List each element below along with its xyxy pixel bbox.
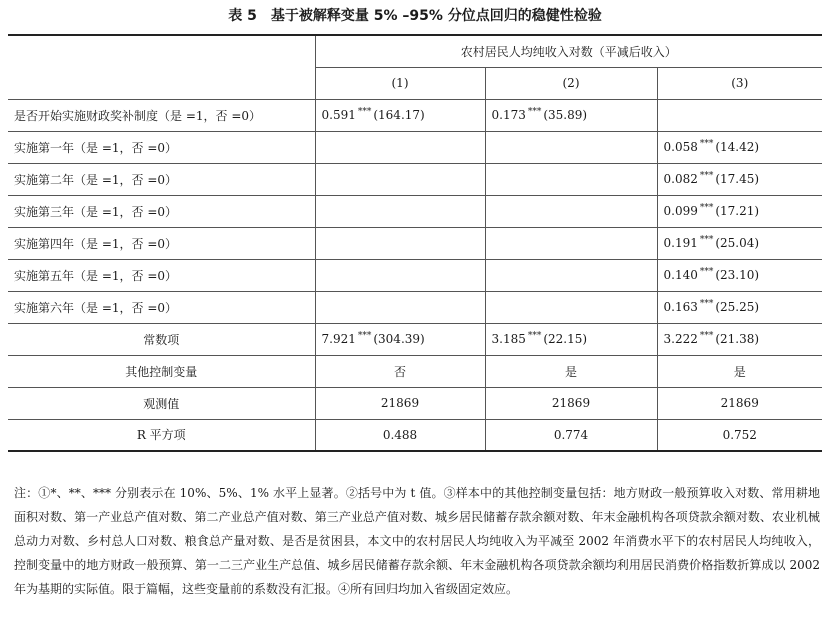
- table-cell: [485, 259, 657, 291]
- coefficient: 0.082: [663, 172, 698, 186]
- table-cell: [315, 99, 485, 131]
- coefficient: 0.140: [663, 268, 698, 282]
- significance-stars: ***: [357, 331, 372, 341]
- coefficient: 0.591: [321, 108, 356, 122]
- significance-stars: ***: [527, 331, 542, 341]
- t-value: (22.15): [543, 332, 588, 346]
- table-cell: [485, 323, 657, 355]
- table-number: 表 5: [228, 8, 257, 24]
- table-row: [8, 227, 822, 259]
- table-cell: [657, 99, 822, 131]
- table-cell: [657, 195, 822, 227]
- table-notes: 注：①*、**、*** 分别表示在 10%、5%、1% 水平上显著。②括号中为 t 值。③样本中的其他控制变量包括：地方财政一般预算收入对数、常用耕地面积对数、第一产业总产值对数、第二产业总产值对数、第三产业总产值对数、城乡居民储蓄存款余额对数、年末金融机构各项贷款余额对数、农业机械总动力对数、乡村总人口对数、粮食总产量对数、是否是贫困县，本文中的农村居民人均纯收入为平减至 2002 年消费水平下的农村居民人均纯收入，控制变量中的地方财政一般预算、第一二三产业生产总值、城乡居民储蓄存款余额、年末金融机构各项贷款余额均利用居民消费价格指数折算成以 2002 年为基期的实际值。限于篇幅，这些变量前的系数没有汇报。④所有回归均加入省级固定效应。: [14, 486, 820, 596]
- coefficient: 0.099: [663, 204, 698, 218]
- row-label: 常数项: [8, 323, 315, 355]
- significance-stars: ***: [699, 235, 714, 245]
- significance-stars: ***: [699, 139, 714, 149]
- row-label: 实施第五年（是 =1，否 =0）: [8, 259, 315, 291]
- regression-table: [8, 34, 822, 452]
- table-cell: [657, 291, 822, 323]
- table-row-observations: [8, 387, 822, 419]
- significance-stars: ***: [527, 107, 542, 117]
- row-label: 实施第六年（是 =1，否 =0）: [8, 291, 315, 323]
- significance-stars: ***: [699, 299, 714, 309]
- header-empty-cell: [8, 67, 315, 99]
- table-cell: [315, 323, 485, 355]
- t-value: (164.17): [373, 108, 425, 122]
- significance-stars: ***: [699, 267, 714, 277]
- table-cell: [315, 195, 485, 227]
- table-cell: 是: [485, 355, 657, 387]
- table-cell: 21869: [485, 387, 657, 419]
- table-cell: [485, 195, 657, 227]
- table-cell: [485, 163, 657, 195]
- table-row-r-squared: [8, 419, 822, 451]
- t-value: (25.04): [715, 236, 760, 250]
- table-cell: [485, 227, 657, 259]
- table-cell: 是: [657, 355, 822, 387]
- table-cell: 0.488: [315, 419, 485, 451]
- table-row: [8, 323, 822, 355]
- table-cell: [485, 291, 657, 323]
- coefficient: 3.185: [491, 332, 526, 346]
- significance-stars: ***: [357, 107, 372, 117]
- table-cell: [657, 259, 822, 291]
- row-label: 其他控制变量: [8, 355, 315, 387]
- table-cell: [315, 227, 485, 259]
- row-label: 观测值: [8, 387, 315, 419]
- significance-stars: ***: [699, 171, 714, 181]
- row-label: 实施第三年（是 =1，否 =0）: [8, 195, 315, 227]
- table-row: [8, 195, 822, 227]
- table-cell: [315, 163, 485, 195]
- t-value: (14.42): [715, 140, 760, 154]
- table-cell: [315, 259, 485, 291]
- t-value: (25.25): [715, 300, 760, 314]
- header-row-columns: [8, 67, 822, 99]
- table-row: [8, 99, 822, 131]
- row-label: 实施第二年（是 =1，否 =0）: [8, 163, 315, 195]
- table-title: [0, 4, 830, 28]
- table-cell: [315, 131, 485, 163]
- t-value: (17.21): [715, 204, 760, 218]
- significance-stars: ***: [699, 203, 714, 213]
- table-cell: 21869: [657, 387, 822, 419]
- table-row: [8, 131, 822, 163]
- table-cell: 0.774: [485, 419, 657, 451]
- t-value: (35.89): [543, 108, 588, 122]
- coefficient: 0.058: [663, 140, 698, 154]
- header-row-dep-var: [8, 35, 822, 67]
- dep-var-header: 农村居民人均纯收入对数（平减后收入）: [315, 35, 822, 67]
- table-row: [8, 259, 822, 291]
- table-cell: [657, 323, 822, 355]
- table-cell: 0.752: [657, 419, 822, 451]
- row-label: 是否开始实施财政奖补制度（是 =1，否 =0）: [8, 99, 315, 131]
- table-cell: [657, 227, 822, 259]
- row-label: 实施第一年（是 =1，否 =0）: [8, 131, 315, 163]
- table-cell: [657, 163, 822, 195]
- column-header-2: (2): [485, 67, 657, 99]
- table-cell: [485, 99, 657, 131]
- coefficient: 3.222: [663, 332, 698, 346]
- table-caption: 基于被解释变量 5% –95% 分位点回归的稳健性检验: [270, 8, 602, 24]
- row-label: R 平方项: [8, 419, 315, 451]
- t-value: (21.38): [715, 332, 760, 346]
- coefficient: 7.921: [321, 332, 356, 346]
- header-empty-cell: [8, 35, 315, 67]
- t-value: (23.10): [715, 268, 760, 282]
- coefficient: 0.173: [491, 108, 526, 122]
- table-row: [8, 163, 822, 195]
- t-value: (304.39): [373, 332, 425, 346]
- table-row-controls: [8, 355, 822, 387]
- column-header-1: (1): [315, 67, 485, 99]
- row-label: 实施第四年（是 =1，否 =0）: [8, 227, 315, 259]
- table-cell: [485, 131, 657, 163]
- coefficient: 0.163: [663, 300, 698, 314]
- table-row: [8, 291, 822, 323]
- table-cell: 21869: [315, 387, 485, 419]
- significance-stars: ***: [699, 331, 714, 341]
- table-cell: [657, 131, 822, 163]
- t-value: (17.45): [715, 172, 760, 186]
- table-cell: [315, 291, 485, 323]
- column-header-3: (3): [657, 67, 822, 99]
- coefficient: 0.191: [663, 236, 698, 250]
- table-cell: 否: [315, 355, 485, 387]
